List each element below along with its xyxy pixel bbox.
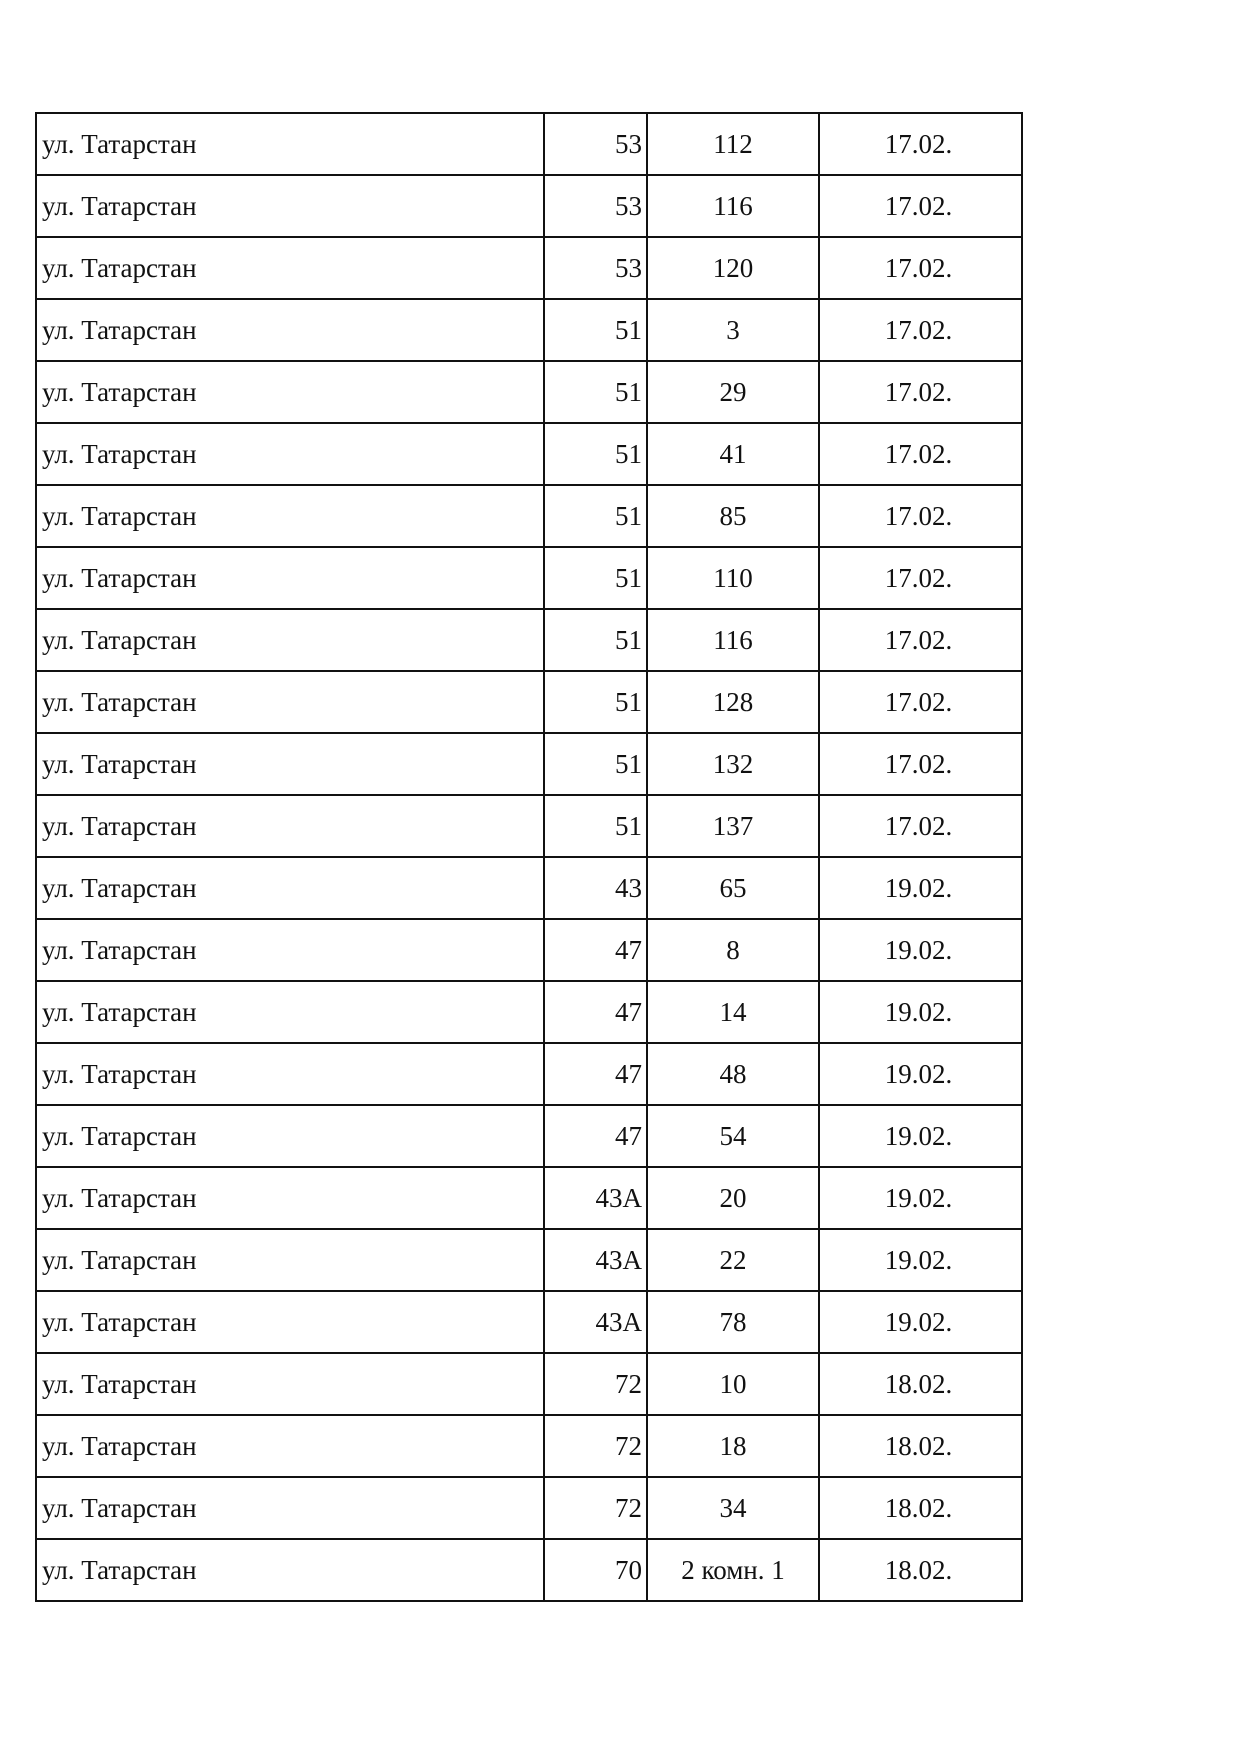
table-row [36,547,1022,609]
date-cell: 17.02. [819,423,1022,485]
street-cell: ул. Татарстан [36,1477,544,1539]
table-row [36,1477,1022,1539]
date-cell: 17.02. [819,175,1022,237]
apartment-cell: 110 [647,547,819,609]
apartment-cell: 137 [647,795,819,857]
apartment-cell: 112 [647,113,819,175]
table-row [36,1353,1022,1415]
date-cell: 19.02. [819,1043,1022,1105]
street-cell: ул. Татарстан [36,361,544,423]
apartment-cell: 8 [647,919,819,981]
street-cell: ул. Татарстан [36,485,544,547]
house-number-cell: 47 [544,1043,647,1105]
date-cell: 18.02. [819,1415,1022,1477]
street-cell: ул. Татарстан [36,919,544,981]
date-cell: 18.02. [819,1477,1022,1539]
table-row [36,485,1022,547]
house-number-cell: 51 [544,299,647,361]
apartment-cell: 14 [647,981,819,1043]
house-number-cell: 51 [544,361,647,423]
apartment-cell: 22 [647,1229,819,1291]
date-cell: 18.02. [819,1353,1022,1415]
house-number-cell: 53 [544,113,647,175]
street-cell: ул. Татарстан [36,609,544,671]
street-cell: ул. Татарстан [36,981,544,1043]
apartment-cell: 34 [647,1477,819,1539]
street-cell: ул. Татарстан [36,1167,544,1229]
apartment-cell: 120 [647,237,819,299]
date-cell: 17.02. [819,113,1022,175]
street-cell: ул. Татарстан [36,299,544,361]
apartment-cell: 78 [647,1291,819,1353]
date-cell: 19.02. [819,1105,1022,1167]
house-number-cell: 47 [544,981,647,1043]
apartment-cell: 18 [647,1415,819,1477]
house-number-cell: 43А [544,1167,647,1229]
address-table [35,112,1023,1602]
date-cell: 17.02. [819,547,1022,609]
table-row [36,175,1022,237]
house-number-cell: 70 [544,1539,647,1601]
apartment-cell: 3 [647,299,819,361]
table-row [36,299,1022,361]
street-cell: ул. Татарстан [36,795,544,857]
apartment-cell: 48 [647,1043,819,1105]
street-cell: ул. Татарстан [36,113,544,175]
house-number-cell: 47 [544,919,647,981]
date-cell: 17.02. [819,609,1022,671]
date-cell: 17.02. [819,733,1022,795]
house-number-cell: 51 [544,671,647,733]
house-number-cell: 43А [544,1229,647,1291]
apartment-cell: 85 [647,485,819,547]
table-row [36,981,1022,1043]
apartment-cell: 65 [647,857,819,919]
street-cell: ул. Татарстан [36,237,544,299]
house-number-cell: 43А [544,1291,647,1353]
table-row [36,609,1022,671]
apartment-cell: 54 [647,1105,819,1167]
table-row [36,1043,1022,1105]
table-row [36,1415,1022,1477]
address-table-body [36,113,1022,1601]
table-row [36,795,1022,857]
house-number-cell: 72 [544,1353,647,1415]
table-row [36,1291,1022,1353]
date-cell: 17.02. [819,237,1022,299]
street-cell: ул. Татарстан [36,1043,544,1105]
table-row [36,423,1022,485]
date-cell: 19.02. [819,857,1022,919]
street-cell: ул. Татарстан [36,733,544,795]
street-cell: ул. Татарстан [36,1229,544,1291]
date-cell: 18.02. [819,1539,1022,1601]
street-cell: ул. Татарстан [36,547,544,609]
apartment-cell: 29 [647,361,819,423]
house-number-cell: 51 [544,609,647,671]
apartment-cell: 132 [647,733,819,795]
table-row [36,1539,1022,1601]
house-number-cell: 51 [544,485,647,547]
apartment-cell: 2 комн. 1 [647,1539,819,1601]
date-cell: 19.02. [819,981,1022,1043]
street-cell: ул. Татарстан [36,857,544,919]
date-cell: 17.02. [819,485,1022,547]
house-number-cell: 53 [544,237,647,299]
date-cell: 19.02. [819,1229,1022,1291]
street-cell: ул. Татарстан [36,1539,544,1601]
table-row [36,113,1022,175]
street-cell: ул. Татарстан [36,1291,544,1353]
apartment-cell: 20 [647,1167,819,1229]
apartment-cell: 116 [647,175,819,237]
apartment-cell: 10 [647,1353,819,1415]
house-number-cell: 72 [544,1477,647,1539]
date-cell: 17.02. [819,299,1022,361]
date-cell: 19.02. [819,1291,1022,1353]
date-cell: 19.02. [819,919,1022,981]
house-number-cell: 72 [544,1415,647,1477]
apartment-cell: 116 [647,609,819,671]
street-cell: ул. Татарстан [36,1353,544,1415]
house-number-cell: 51 [544,423,647,485]
table-row [36,919,1022,981]
date-cell: 17.02. [819,671,1022,733]
house-number-cell: 51 [544,547,647,609]
street-cell: ул. Татарстан [36,175,544,237]
street-cell: ул. Татарстан [36,1415,544,1477]
house-number-cell: 53 [544,175,647,237]
street-cell: ул. Татарстан [36,671,544,733]
table-row [36,1167,1022,1229]
table-row [36,671,1022,733]
street-cell: ул. Татарстан [36,423,544,485]
date-cell: 19.02. [819,1167,1022,1229]
table-row [36,1105,1022,1167]
house-number-cell: 51 [544,733,647,795]
house-number-cell: 43 [544,857,647,919]
date-cell: 17.02. [819,795,1022,857]
date-cell: 17.02. [819,361,1022,423]
table-row [36,237,1022,299]
apartment-cell: 128 [647,671,819,733]
table-row [36,857,1022,919]
house-number-cell: 47 [544,1105,647,1167]
table-row [36,733,1022,795]
table-row [36,361,1022,423]
house-number-cell: 51 [544,795,647,857]
street-cell: ул. Татарстан [36,1105,544,1167]
table-row [36,1229,1022,1291]
apartment-cell: 41 [647,423,819,485]
